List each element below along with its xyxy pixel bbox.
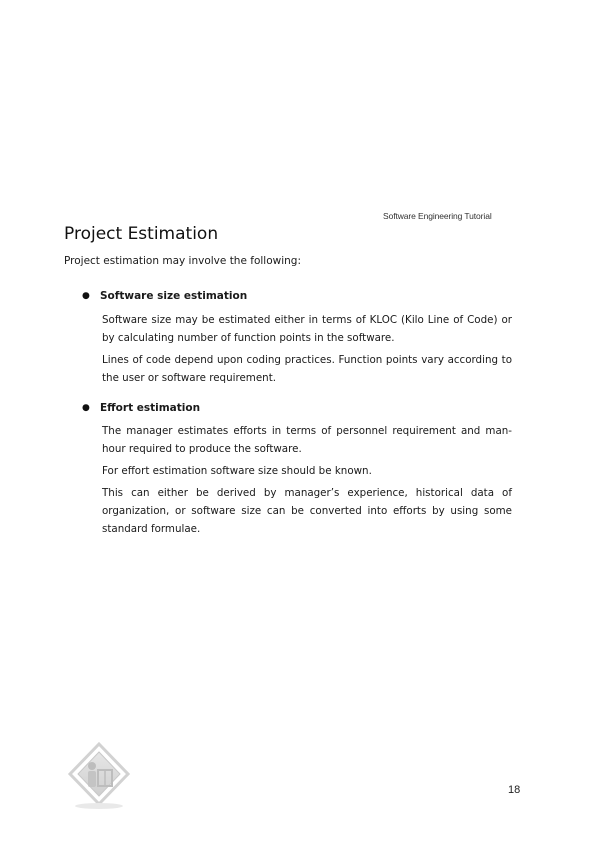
- section-title: Software size estimation: [100, 290, 248, 302]
- bullet-row: [64, 290, 524, 306]
- paragraph: The manager estimates efforts in terms of personnel requirement and man-hour required to produce the software.: [102, 425, 512, 455]
- bullet-icon: ●: [82, 291, 90, 301]
- intro-text: Project estimation may involve the following:: [64, 255, 302, 267]
- paragraph: Lines of code depend upon coding practices. Function points vary according to the user or software requirement.: [102, 354, 512, 384]
- bullet-row: [64, 402, 524, 418]
- paragraph: This can either be derived by manager’s experience, historical data of organization, or software size can be converted into efforts by using some standard formulae.: [102, 487, 512, 535]
- bullet-icon: ●: [82, 403, 90, 413]
- section-software-size: [64, 290, 524, 387]
- section-title: Effort estimation: [100, 402, 201, 414]
- page-number: 18: [508, 784, 521, 796]
- section-effort-estimation: [64, 402, 524, 538]
- page-title: Project Estimation: [64, 224, 219, 244]
- running-header: Software Engineering Tutorial: [383, 211, 492, 221]
- paragraph: For effort estimation software size should be known.: [102, 465, 372, 477]
- paragraph: Software size may be estimated either in terms of KLOC (Kilo Line of Code) or by calculating number of function points in the software.: [102, 314, 512, 344]
- logo-watermark-icon: [66, 740, 132, 812]
